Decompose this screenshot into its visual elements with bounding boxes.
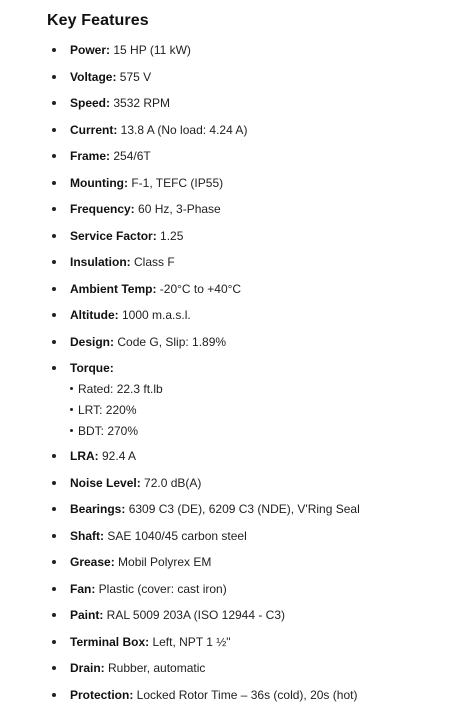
bullet-icon [52,366,56,370]
bullet-icon [52,75,56,79]
bullet-icon [52,481,56,485]
bullet-icon [52,587,56,591]
sub-bullet-icon [70,408,73,411]
bullet-icon [52,128,56,132]
torque-sub-bdt: BDT: 270% [70,423,138,439]
torque-sub-lrt: LRT: 220% [70,402,136,418]
bullet-icon [52,613,56,617]
sub-bullet-icon [70,429,73,432]
bullet-icon [52,666,56,670]
bullet-icon [52,260,56,264]
sub-bullet-icon [70,387,73,390]
bullet-icon [52,207,56,211]
bullet-icon [52,534,56,538]
bullet-icon [52,234,56,238]
torque-sub-rated: Rated: 22.3 ft.lb [70,381,163,397]
bullet-icon [52,154,56,158]
bullet-icon [52,48,56,52]
bullet-icon [52,313,56,317]
bullet-icon [52,454,56,458]
bullet-icon [52,340,56,344]
section-heading: Key Features [47,12,149,29]
bullet-icon [52,640,56,644]
bullet-icon [52,101,56,105]
bullet-icon [52,287,56,291]
bullet-icon [52,693,56,697]
bullet-icon [52,560,56,564]
bullet-icon [52,507,56,511]
bullet-icon [52,181,56,185]
